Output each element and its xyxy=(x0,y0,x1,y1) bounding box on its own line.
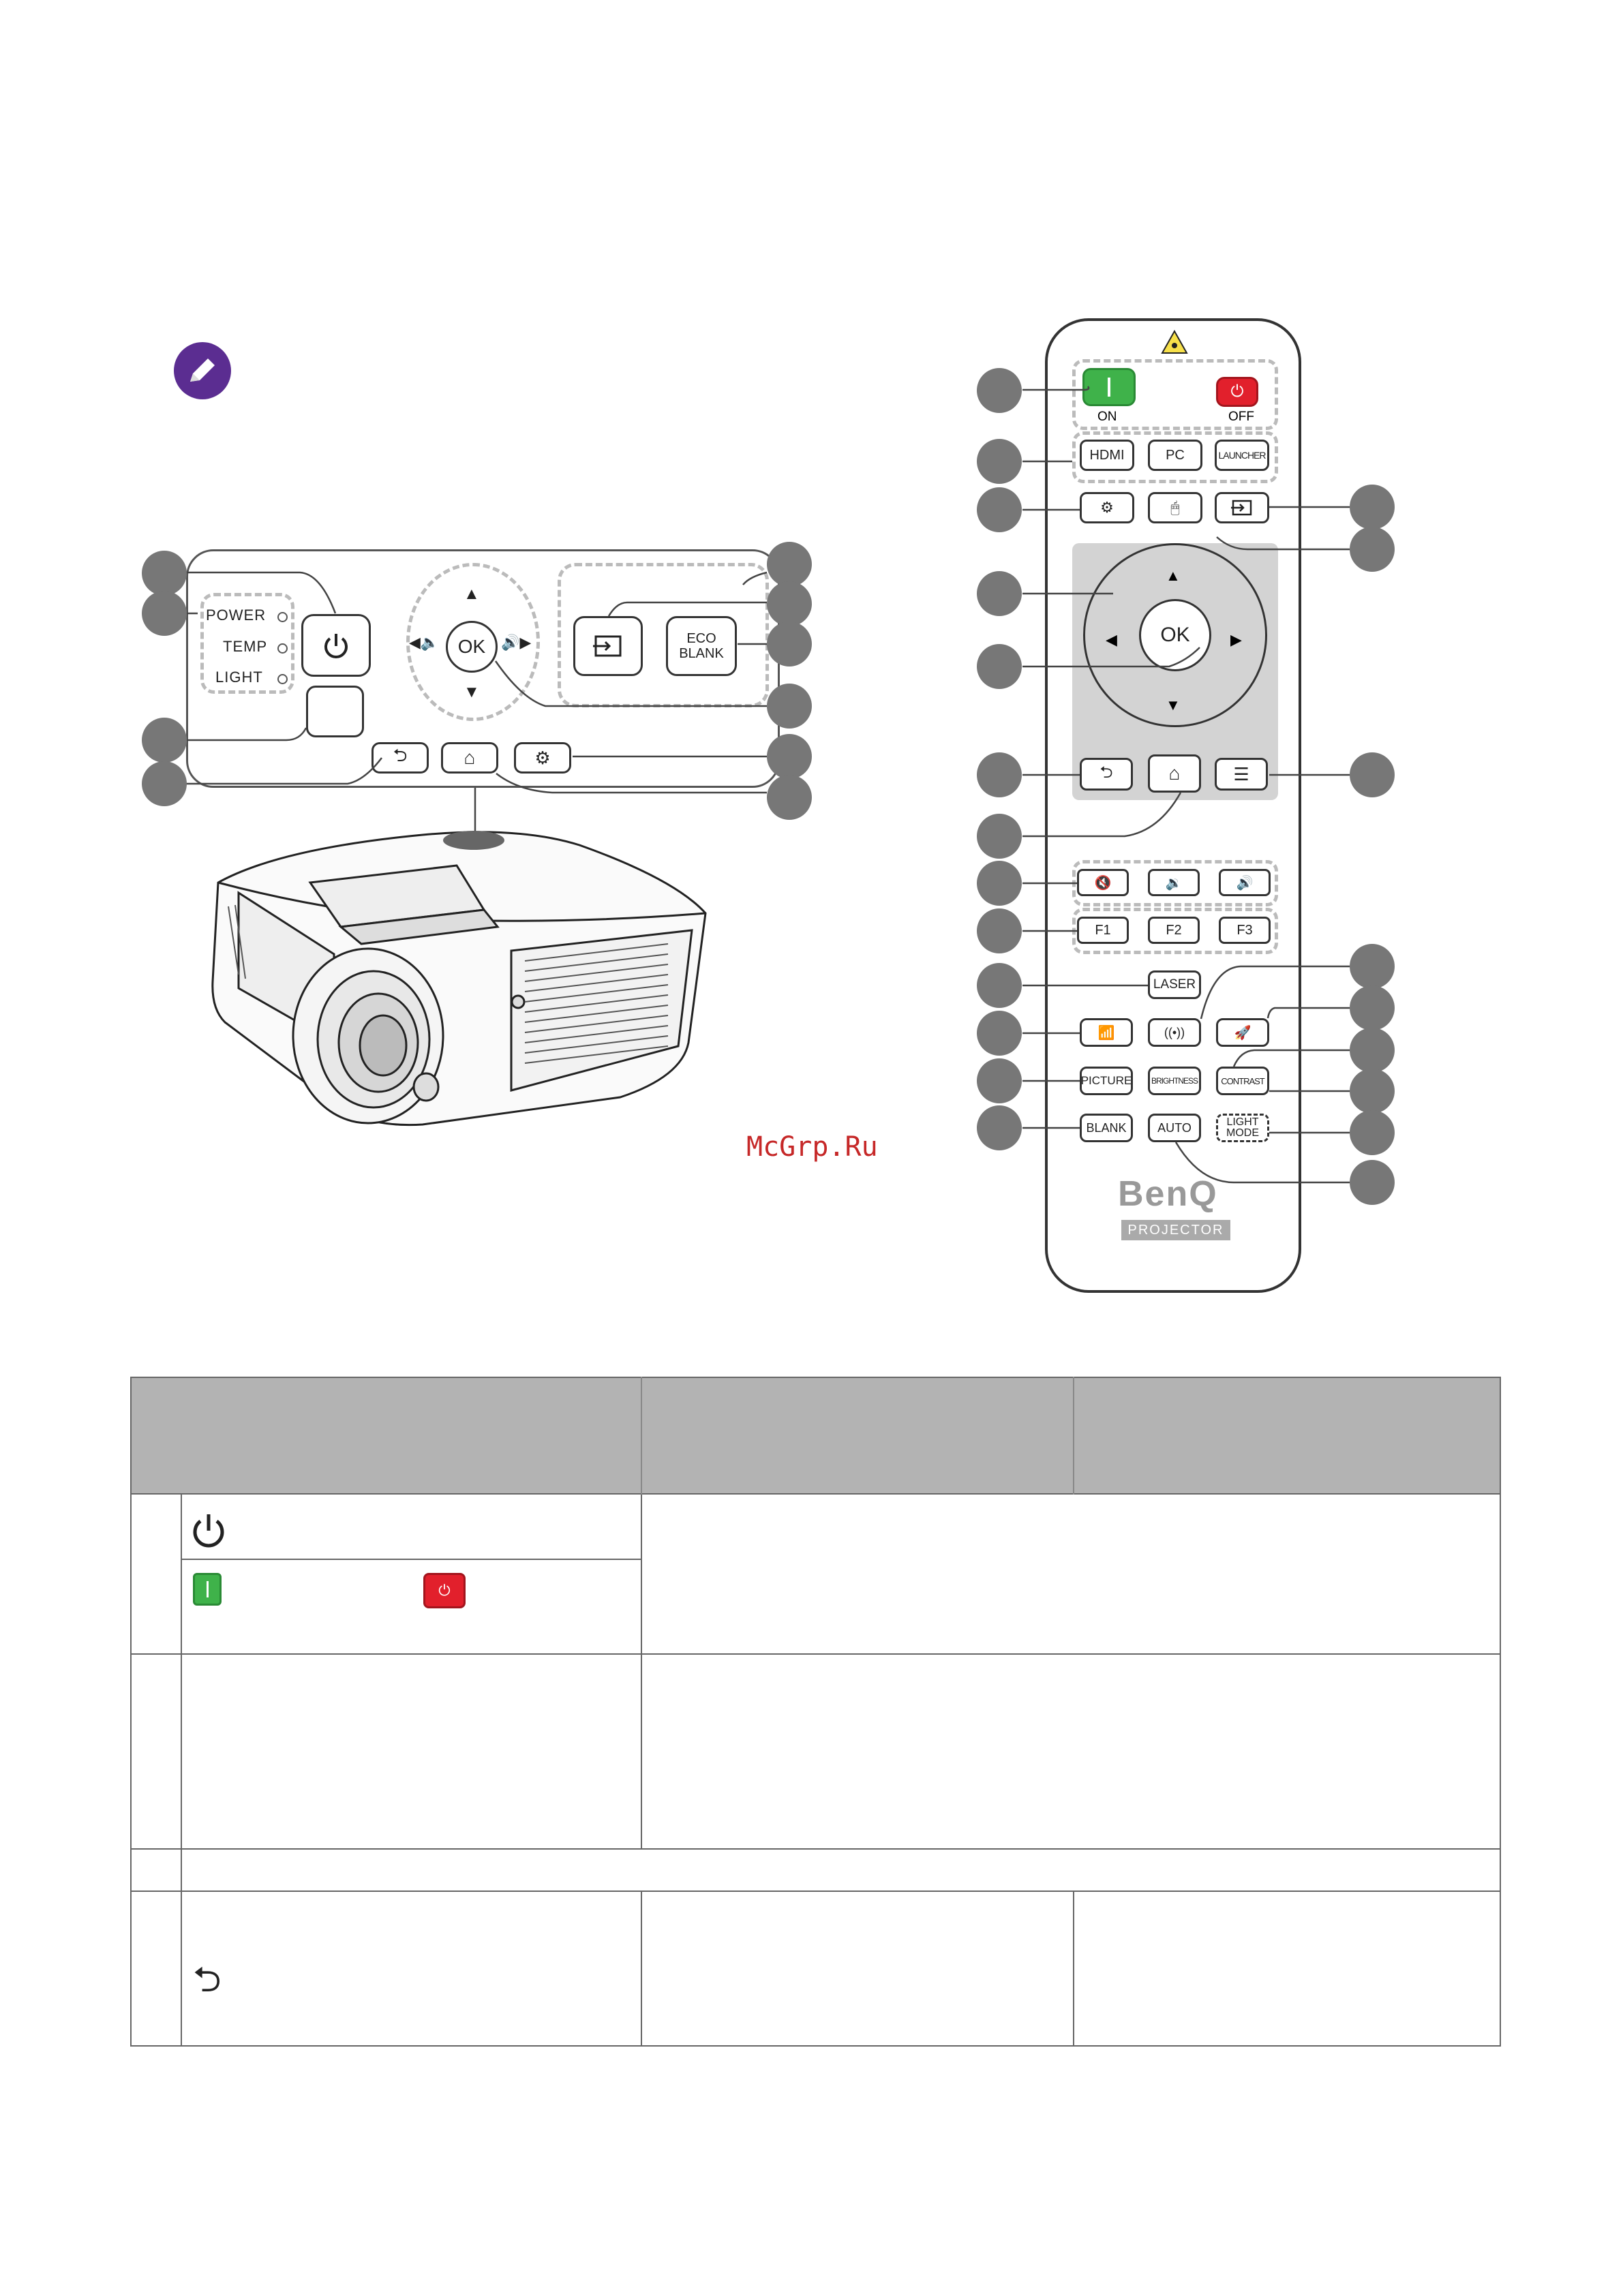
panel-volume-up-icon: 🔊▶ xyxy=(501,634,532,651)
gear-icon: ⚙ xyxy=(1100,499,1114,516)
remote-blank-label: BLANK xyxy=(1086,1120,1127,1135)
callout-4 xyxy=(142,761,187,806)
remote-launcher-label: LAUNCHER xyxy=(1218,450,1266,461)
remote-callout-5 xyxy=(977,644,1022,689)
panel-volume-down-icon: ◀🔈 xyxy=(409,634,440,651)
remote-hdmi-label: HDMI xyxy=(1089,447,1125,463)
remote-callout-21 xyxy=(1350,1110,1395,1155)
mouse-icon: 🖱 xyxy=(1170,499,1180,516)
power-icon: ⏻ xyxy=(1230,382,1244,401)
remote-callout-6 xyxy=(977,752,1022,797)
remote-callout-8 xyxy=(977,861,1022,906)
remote-up-icon[interactable]: ▲ xyxy=(1166,567,1181,584)
callout-7 xyxy=(767,622,812,667)
table-row-2-top-line xyxy=(130,1653,1501,1655)
remote-brightness-label: BRIGHTNESS xyxy=(1151,1076,1198,1086)
callout-6 xyxy=(767,581,812,626)
indicator-temp-label: TEMP xyxy=(223,638,268,655)
table-header-divider-1 xyxy=(641,1377,642,1495)
remote-left-icon[interactable]: ◀ xyxy=(1106,631,1117,648)
table-off-button-icon: ⏻ xyxy=(423,1573,466,1608)
table-row-3-top-line xyxy=(130,1848,1501,1850)
mute-icon: 🔇 xyxy=(1094,875,1112,891)
remote-picture-label: PICTURE xyxy=(1080,1074,1132,1087)
remote-callout-14 xyxy=(1350,485,1395,530)
table-header-row xyxy=(130,1377,1501,1495)
callout-9 xyxy=(767,734,812,779)
table-row-4-divider-1 xyxy=(641,1891,642,2047)
remote-ok-label: OK xyxy=(1160,624,1190,646)
table-row-2-divider xyxy=(641,1653,642,1848)
table-row-1-inner-divider xyxy=(181,1559,641,1560)
remote-callout-9 xyxy=(977,908,1022,953)
wifi-icon: 📶 xyxy=(1097,1025,1115,1041)
table-back-icon: ⮌ xyxy=(193,1960,222,2000)
panel-callout-lines xyxy=(0,0,818,852)
remote-laser-label: LASER xyxy=(1153,977,1196,992)
remote-callout-20 xyxy=(1350,1069,1395,1114)
back-icon: ⮌ xyxy=(393,745,408,765)
remote-f3-label: F3 xyxy=(1237,922,1253,938)
back-icon: ⮌ xyxy=(1099,763,1113,782)
callout-2 xyxy=(142,591,187,636)
table-header-divider-2 xyxy=(1073,1377,1074,1495)
wireless-icon: ((•)) xyxy=(1164,1025,1185,1039)
remote-light-mode-label: LIGHT MODE xyxy=(1226,1116,1259,1139)
table-power-icon xyxy=(188,1510,229,1555)
remote-on-label: ON xyxy=(1097,410,1117,424)
remote-callout-18 xyxy=(1350,985,1395,1030)
remote-callout-16 xyxy=(1350,752,1395,797)
callout-8 xyxy=(767,684,812,729)
remote-f2-label: F2 xyxy=(1166,922,1182,938)
remote-callout-15 xyxy=(1350,527,1395,572)
table-body-frame xyxy=(130,1495,1501,2047)
remote-callout-13 xyxy=(977,1105,1022,1150)
panel-keystone-up-icon: ▲ xyxy=(464,585,480,603)
remote-f1-label: F1 xyxy=(1095,922,1111,938)
panel-eco-blank-label: ECO BLANK xyxy=(679,631,724,661)
table-row-1-divider xyxy=(641,1495,642,1653)
gear-icon: ⚙ xyxy=(534,747,551,768)
remote-callout-17 xyxy=(1350,944,1395,989)
panel-keystone-down-icon: ▼ xyxy=(464,683,480,701)
callout-3 xyxy=(142,718,187,763)
remote-contrast-label: CONTRAST xyxy=(1221,1075,1264,1086)
callout-10 xyxy=(767,775,812,820)
indicator-power-label: POWER xyxy=(206,607,267,624)
table-row-4-top-line xyxy=(130,1891,1501,1892)
remote-callout-1 xyxy=(977,368,1022,413)
menu-icon: ☰ xyxy=(1233,763,1249,784)
home-icon: ⌂ xyxy=(464,747,476,768)
callout-1 xyxy=(142,551,187,596)
remote-auto-label: AUTO xyxy=(1157,1120,1192,1135)
volume-up-icon: 🔊 xyxy=(1236,875,1254,891)
projector-illustration xyxy=(198,818,716,1138)
remote-callout-4 xyxy=(977,571,1022,616)
table-number-column-line xyxy=(181,1495,182,2047)
remote-callout-3 xyxy=(977,487,1022,532)
home-icon: ⌂ xyxy=(1168,763,1181,784)
remote-callout-2 xyxy=(977,439,1022,484)
remote-callout-12 xyxy=(977,1058,1022,1103)
remote-right-icon[interactable]: ▶ xyxy=(1230,631,1242,648)
remote-down-icon[interactable]: ▼ xyxy=(1166,697,1181,714)
remote-off-label: OFF xyxy=(1228,410,1254,424)
remote-callout-7 xyxy=(977,814,1022,859)
brand-logo: BenQ xyxy=(1118,1174,1218,1214)
remote-callout-19 xyxy=(1350,1028,1395,1073)
table-row-4-divider-2 xyxy=(1073,1891,1074,2047)
remote-callout-10 xyxy=(977,963,1022,1008)
table-on-button-icon xyxy=(193,1573,222,1606)
volume-down-icon: 🔉 xyxy=(1165,875,1183,891)
watermark: McGrp.Ru xyxy=(746,1131,878,1163)
remote-callout-11 xyxy=(977,1011,1022,1056)
callout-5 xyxy=(767,542,812,587)
footer-marks xyxy=(0,2283,1623,2296)
indicator-light-label: LIGHT xyxy=(215,669,263,686)
brand-sub-label: PROJECTOR xyxy=(1121,1220,1230,1240)
rocket-icon: 🚀 xyxy=(1234,1025,1252,1041)
remote-pc-label: PC xyxy=(1166,447,1185,463)
remote-callout-22 xyxy=(1350,1160,1395,1205)
panel-ok-label: OK xyxy=(457,636,486,657)
